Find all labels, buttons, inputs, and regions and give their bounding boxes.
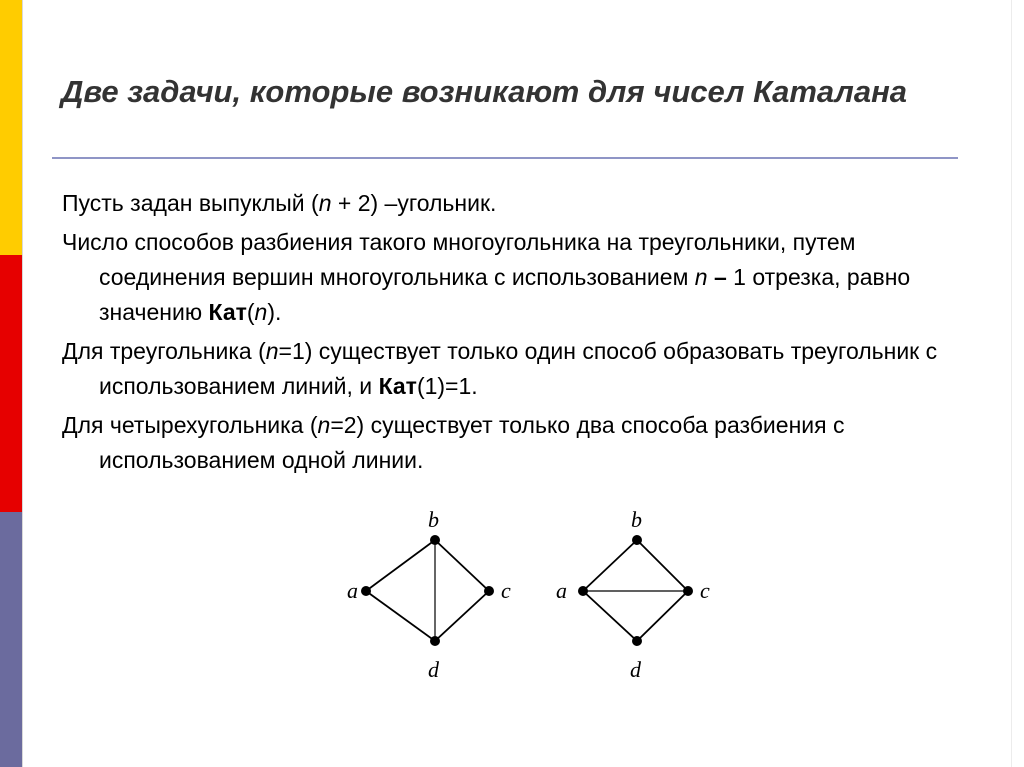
vertex-d-right (632, 636, 642, 646)
label-a-left: a (347, 578, 358, 603)
paragraph-2 (62, 225, 962, 330)
paragraph-4 (62, 408, 962, 478)
p3-text-1: Для треугольника ( (62, 338, 266, 364)
vertex-d-left (430, 636, 440, 646)
edge-ab-left (366, 540, 435, 591)
p2-var-n: n (694, 264, 708, 290)
paragraph-1 (62, 186, 962, 221)
label-d-right: d (630, 657, 641, 682)
p3-var-n: n (265, 338, 279, 364)
p2-var-n2: n (254, 299, 268, 325)
accent-bar-blue (0, 512, 22, 767)
vertex-b-right (632, 535, 642, 545)
slide-body (62, 186, 962, 478)
edge-cd-right (637, 591, 688, 641)
edge-da-left (366, 591, 435, 641)
p2-kat: Кат (208, 299, 247, 325)
vertex-c-left (484, 586, 494, 596)
side-divider (22, 0, 23, 767)
p3-kat: Кат (378, 373, 417, 399)
diagram-svg (330, 500, 730, 690)
p2-dash: – (713, 264, 727, 290)
quadrilateral-right (583, 540, 688, 641)
accent-bar-yellow (0, 0, 22, 255)
p3-text-3: (1)=1. (416, 373, 478, 399)
accent-bar-red (0, 255, 22, 512)
quadrilateral-left (366, 540, 489, 641)
right-divider (1011, 0, 1012, 767)
p1-text-2: + 2) –угольник. (331, 190, 497, 216)
vertex-a-right (578, 586, 588, 596)
p3-text-2: =1) существует только один способ образовать треугольник с использованием линий, и (99, 338, 938, 399)
label-c-right: c (700, 578, 710, 603)
label-b-left: b (428, 507, 439, 532)
edge-da-right (583, 591, 637, 641)
p1-text-1: Пусть задан выпуклый ( (62, 190, 319, 216)
vertex-b-left (430, 535, 440, 545)
edge-cd-left (435, 591, 489, 641)
vertex-a-left (361, 586, 371, 596)
label-b-right: b (631, 507, 642, 532)
label-c-left: c (501, 578, 511, 603)
p4-text-1: Для четырехугольника ( (62, 412, 318, 438)
edge-ab-right (583, 540, 637, 591)
p2-text-5: ). (267, 299, 282, 325)
vertices-left (361, 535, 494, 646)
vertex-c-right (683, 586, 693, 596)
p2-text-4: ( (246, 299, 255, 325)
paragraph-3 (62, 334, 962, 404)
quadrilateral-diagrams (330, 500, 730, 690)
title-rule (52, 157, 958, 159)
slide-title: Две задачи, которые возникают для чисел Каталана (61, 74, 908, 109)
p2-text-3: 1 отрезка, равно значению (99, 264, 911, 325)
p4-text-2: =2) существует только два способа разбиения с использованием одной линии. (99, 412, 845, 473)
p2-text-1: Число способов разбиения такого многоугольника на треугольники, путем соединения вершин многоугольника с использованием (62, 229, 856, 290)
edge-bc-right (637, 540, 688, 591)
edge-bc-left (435, 540, 489, 591)
p1-var-n: n (318, 190, 332, 216)
label-d-left: d (428, 657, 439, 682)
label-a-right: a (556, 578, 567, 603)
p4-var-n: n (317, 412, 331, 438)
